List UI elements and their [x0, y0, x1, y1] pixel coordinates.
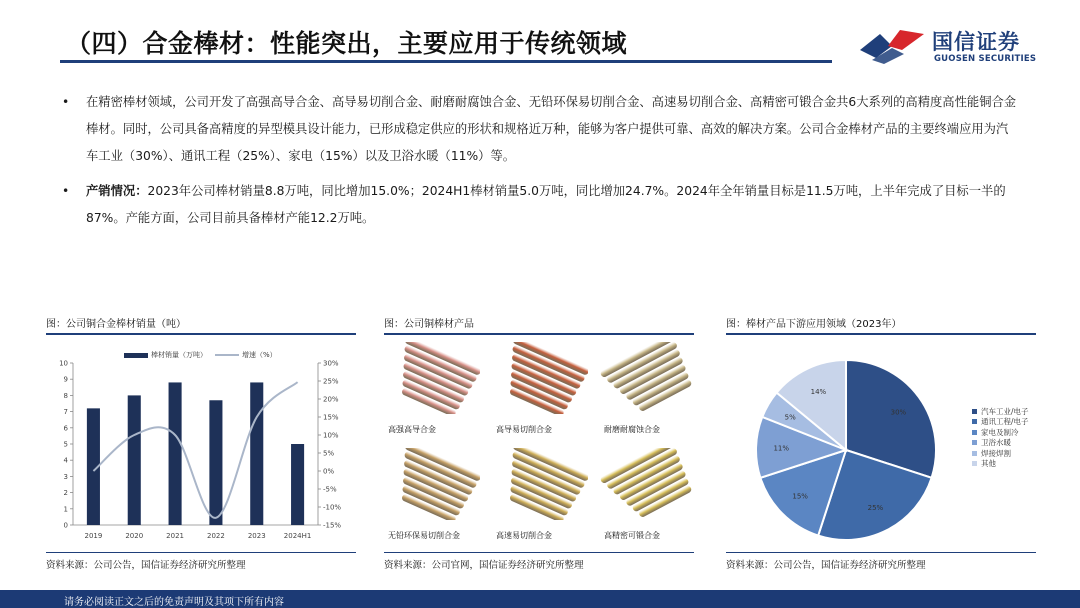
y-tick-label: 7: [63, 408, 68, 417]
legend-swatch: [972, 440, 977, 445]
copper-bars-icon: [492, 342, 588, 414]
products-panel: [384, 312, 694, 572]
disclaimer-bar: [0, 590, 1080, 608]
product-item: [492, 448, 592, 548]
y-tick-label: 6: [63, 424, 68, 433]
legend-label: 汽车工业/电子: [981, 406, 1029, 416]
pie-value-label: 15%: [792, 492, 808, 501]
disclaimer-text: 请务必阅读正文之后的免责声明及其项下所有内容: [64, 597, 284, 608]
application-pie-chart: [726, 340, 966, 550]
y2-tick-label: 30%: [323, 359, 339, 368]
legend-label: 其他: [981, 459, 996, 469]
y2-tick-label: -5%: [323, 485, 337, 494]
legend-swatch: [972, 430, 977, 435]
y-tick-label: 0: [63, 521, 68, 530]
legend-item: [972, 406, 1029, 417]
y2-tick-label: 25%: [323, 377, 339, 386]
bullet-marker: •: [62, 184, 70, 198]
legend-item: [972, 448, 1029, 459]
panel-title: 图：公司铜合金棒材销量（吨）: [46, 319, 186, 330]
legend-label: 通讯工程/电子: [981, 417, 1029, 427]
x-tick-label: 2021: [166, 532, 184, 540]
legend-swatch: [972, 451, 977, 456]
x-tick-label: 2020: [125, 532, 144, 540]
growth-line: [93, 382, 297, 518]
x-tick-label: 2022: [207, 532, 225, 540]
x-tick-label: 2023: [247, 532, 266, 540]
source-note: 资料来源：公司公告，国信证券经济研究所整理: [726, 560, 926, 571]
bar: [250, 382, 263, 525]
y2-tick-label: 5%: [323, 449, 335, 458]
title-rule: [60, 60, 832, 63]
legend-swatch: [972, 419, 977, 424]
bar: [128, 395, 141, 525]
product-label: 高速易切削合金: [496, 531, 552, 540]
y-tick-label: 3: [63, 472, 68, 481]
y-tick-label: 1: [63, 505, 68, 514]
copper-rods-icon: [384, 342, 480, 414]
x-tick-label: 2024H1: [283, 532, 312, 540]
product-label: 高强高导合金: [388, 425, 436, 434]
legend-item: [972, 427, 1029, 438]
product-item: [384, 342, 484, 442]
product-label: 无铅环保易切削合金: [388, 531, 460, 540]
panel-rule: [726, 552, 1036, 553]
panel-rule: [384, 552, 694, 553]
y-tick-label: 8: [63, 391, 68, 400]
legend-item: [972, 417, 1029, 428]
y2-tick-label: 20%: [323, 395, 339, 404]
pie-value-label: 25%: [867, 504, 884, 513]
page-title: （四）合金棒材：性能突出，主要应用于传统领域: [66, 29, 628, 58]
y2-tick-label: 10%: [323, 431, 339, 440]
legend-label: 卫浴水暖: [981, 438, 1011, 448]
product-item: [384, 448, 484, 548]
y-tick-label: 2: [63, 489, 68, 498]
bullet-text: 在精密棒材领域，公司开发了高强高导合金、高导易切削合金、耐磨耐腐蚀合金、无铅环保易切削合金、高速易切削合金、高精密可锻合金共6大系列的高精度高性能铜合金棒材。同时，公司具备高精度的异型模具设计能力，已形成稳定供应的形状和规格近万种，能够为客户提供可靠、高效的解决方案。公司合金棒材产品的主要终端应用为汽车工业（30%）、通讯工程（25%）、家电（15%）以及卫浴水暖（11%）等。: [86, 95, 1017, 163]
legend-item: [972, 438, 1029, 449]
pie-value-label: 14%: [810, 387, 827, 396]
gold-rods-icon: [600, 448, 696, 520]
sales-volume-chart: [46, 352, 356, 552]
bar: [209, 400, 222, 525]
source-note: 资料来源：公司官网，国信证券经济研究所整理: [384, 560, 584, 571]
guosen-logo: [858, 24, 1058, 68]
bullet-lead: 产销情况：: [86, 184, 148, 198]
product-label: 高导易切削合金: [496, 425, 552, 434]
bullet-item: [62, 178, 1020, 232]
bar: [169, 382, 182, 525]
y2-tick-label: -10%: [323, 503, 342, 512]
legend-label: 焊接焊割: [981, 448, 1011, 458]
product-item: [600, 448, 700, 548]
x-tick-label: 2019: [84, 532, 103, 540]
y2-tick-label: -15%: [323, 521, 342, 530]
legend-label: 增速（%）: [242, 351, 277, 359]
product-grid: [384, 342, 704, 547]
pie-legend: [972, 406, 1029, 469]
pie-value-label: 5%: [784, 413, 796, 422]
pie-value-label: 11%: [773, 444, 790, 453]
panel-rule: [384, 333, 694, 335]
logo-text-en: GUOSEN SECURITIES: [934, 54, 1037, 64]
y2-tick-label: 0%: [323, 467, 335, 476]
panel-rule: [726, 333, 1036, 335]
product-item: [600, 342, 700, 442]
product-item: [492, 342, 592, 442]
pie-value-label: 30%: [890, 408, 907, 417]
bar: [291, 444, 304, 525]
bronze-rods-icon: [600, 342, 696, 414]
panel-rule: [46, 333, 356, 335]
y-tick-label: 5: [63, 440, 68, 449]
bullet-marker: •: [62, 95, 70, 109]
legend-swatch: [972, 461, 977, 466]
bullet-text: 2023年公司棒材销量8.8万吨，同比增加15.0%；2024H1棒材销量5.0万吨，同比增加24.7%。2024年全年销量目标是11.5万吨，上半年完成了目标一半的87%。产能方面，公司目前具备棒材产能12.2万吨。: [86, 184, 1006, 225]
hex-bars-icon: [492, 448, 588, 520]
y-tick-label: 10: [59, 359, 68, 368]
brass-rods-icon: [384, 448, 480, 520]
legend-label: 棒材销量（万吨）: [151, 351, 207, 359]
legend-swatch: [972, 409, 977, 414]
panel-rule: [46, 552, 356, 553]
product-label: 耐磨耐腐蚀合金: [604, 425, 660, 434]
y2-tick-label: 15%: [323, 413, 339, 422]
source-note: 资料来源：公司公告，国信证券经济研究所整理: [46, 560, 246, 571]
legend-item: [972, 459, 1029, 470]
y-tick-label: 4: [63, 456, 68, 465]
panel-title: 图：公司铜棒材产品: [384, 319, 474, 330]
y-tick-label: 9: [63, 375, 68, 384]
panel-title: 图：棒材产品下游应用领域（2023年）: [726, 319, 902, 330]
logo-text-cn: 国信证券: [932, 30, 1020, 54]
bullet-item: [62, 89, 1020, 170]
product-label: 高精密可锻合金: [604, 531, 660, 540]
legend-label: 家电及制冷: [981, 427, 1019, 437]
guosen-logo-icon: [858, 24, 928, 64]
bullet-list: [62, 89, 1020, 240]
sales-volume-panel: [46, 312, 356, 572]
application-panel: [726, 312, 1036, 572]
